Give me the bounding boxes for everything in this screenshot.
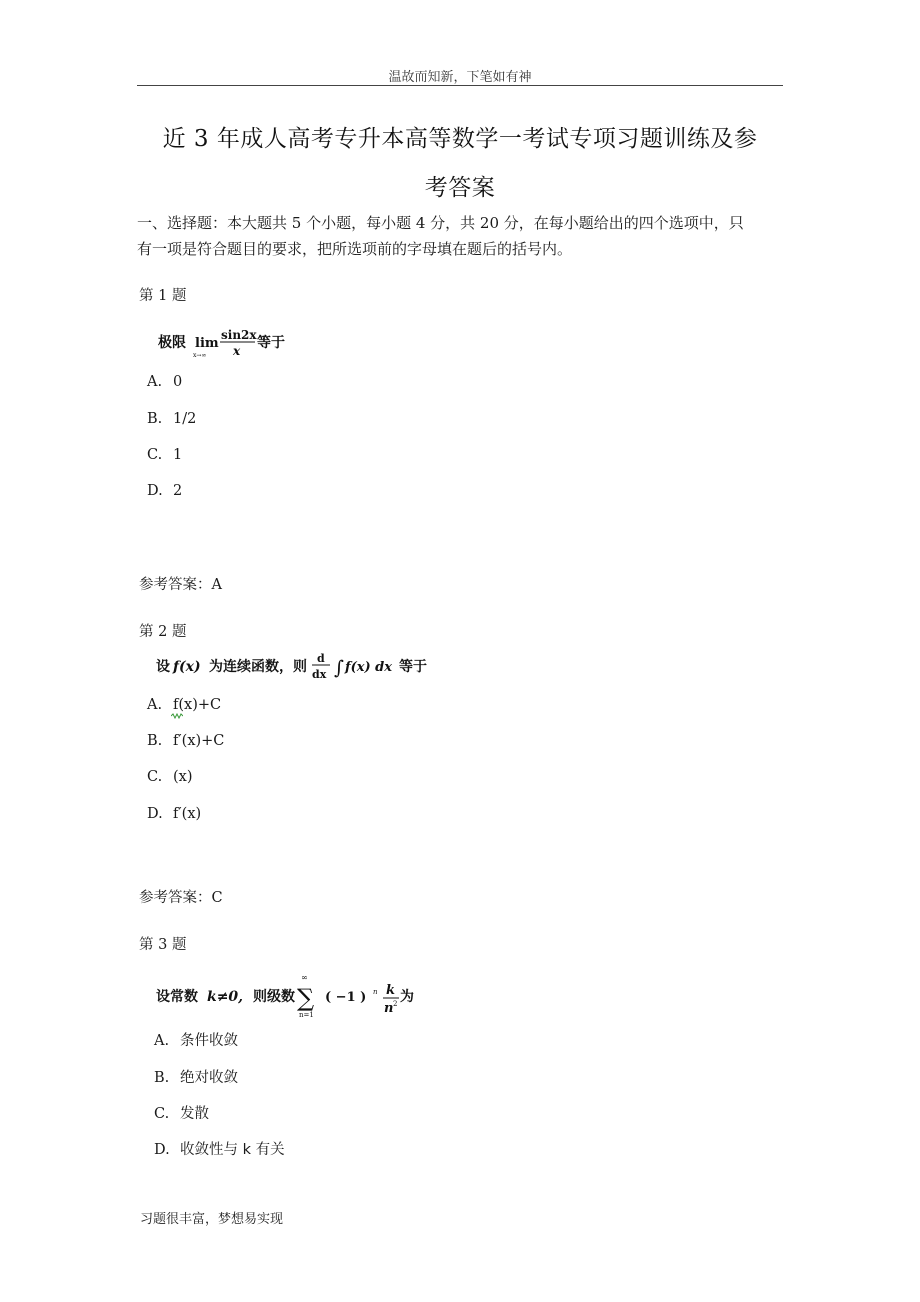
q1-suffix: 等于 xyxy=(257,335,285,351)
q3-sum-top: ∞ xyxy=(301,973,308,982)
q2-prefix: 设 xyxy=(156,659,170,675)
question-1-option-a: A. 0 xyxy=(147,374,183,390)
question-1-formula xyxy=(155,322,315,362)
q3-term: ( −1 ) xyxy=(325,990,367,1005)
instructions-line1: 一、选择题：本大题共 5 个小题，每小题 4 分，共 20 分，在每小题给出的四个选项中，只 xyxy=(137,214,744,232)
q3-middle: 则级数 xyxy=(253,989,295,1005)
question-2-formula xyxy=(153,645,443,685)
q3-suffix: 为 xyxy=(400,989,414,1005)
question-1-label: 第 1 题 xyxy=(139,288,187,304)
question-1-option-c: C. 1 xyxy=(147,447,183,463)
page-header: 温故而知新，下笔如有神 xyxy=(388,70,532,85)
question-3-option-a: A. 条件收敛 xyxy=(154,1033,238,1049)
q1-numerator: sin2x xyxy=(221,328,257,342)
question-3-formula xyxy=(153,968,433,1024)
q2-d-den: dx xyxy=(312,668,327,681)
question-2-label: 第 2 题 xyxy=(139,624,187,640)
question-1-option-b: B. 1/2 xyxy=(147,411,197,427)
q3-frac-den: n xyxy=(384,1001,394,1016)
page-footer: 习题很丰富，梦想易实现 xyxy=(140,1212,284,1227)
document-title-line1: 近 3 年成人高考专升本高等数学一考试专项习题训练及参 xyxy=(162,126,758,152)
instructions-line2: 有一项是符合题目的要求，把所选项前的字母填在题后的括号内。 xyxy=(137,240,573,258)
q2-middle: 为连续函数，则 xyxy=(209,659,307,675)
question-2-option-c: C. (x) xyxy=(147,769,193,785)
q3-den-exp: 2 xyxy=(393,1000,398,1008)
q1-lim: lim xyxy=(195,336,219,351)
document-title-line2: 考答案 xyxy=(424,175,496,201)
q1-lim-sub: x→∞ xyxy=(193,352,207,359)
q2-integrand: f(x) dx xyxy=(345,660,393,675)
header-divider xyxy=(137,85,783,86)
question-2-option-d: D. f′(x) xyxy=(147,806,202,822)
question-1-option-d: D. 2 xyxy=(147,483,183,499)
q3-frac-num: k xyxy=(386,983,396,998)
q1-denominator: x xyxy=(233,344,241,358)
question-2-option-a: A. f(x)+C xyxy=(147,697,222,713)
q1-prefix: 极限 xyxy=(158,335,186,351)
q2-suffix: 等于 xyxy=(399,659,427,675)
question-1-answer: 参考答案：A xyxy=(139,577,222,593)
q3-sum: ∑ xyxy=(297,984,315,1012)
q3-cond: k≠0, xyxy=(207,989,244,1005)
spellcheck-underline-icon xyxy=(171,713,183,719)
question-3-option-b: B. 绝对收敛 xyxy=(154,1070,238,1086)
q2-integral: ∫ xyxy=(334,657,344,679)
question-2-answer: 参考答案：C xyxy=(139,890,223,906)
question-3-label: 第 3 题 xyxy=(139,937,187,953)
question-3-option-d: D. 收敛性与 k 有关 xyxy=(154,1142,285,1158)
q3-sum-bot: n=1 xyxy=(299,1011,314,1019)
q2-fx: f(x) xyxy=(173,659,201,675)
q3-prefix: 设常数 xyxy=(156,989,198,1005)
question-2-option-b: B. f′(x)+C xyxy=(147,733,225,749)
question-3-option-c: C. 发散 xyxy=(154,1106,209,1122)
q2-d-num: d xyxy=(317,652,325,665)
q3-exp: n xyxy=(373,988,378,996)
